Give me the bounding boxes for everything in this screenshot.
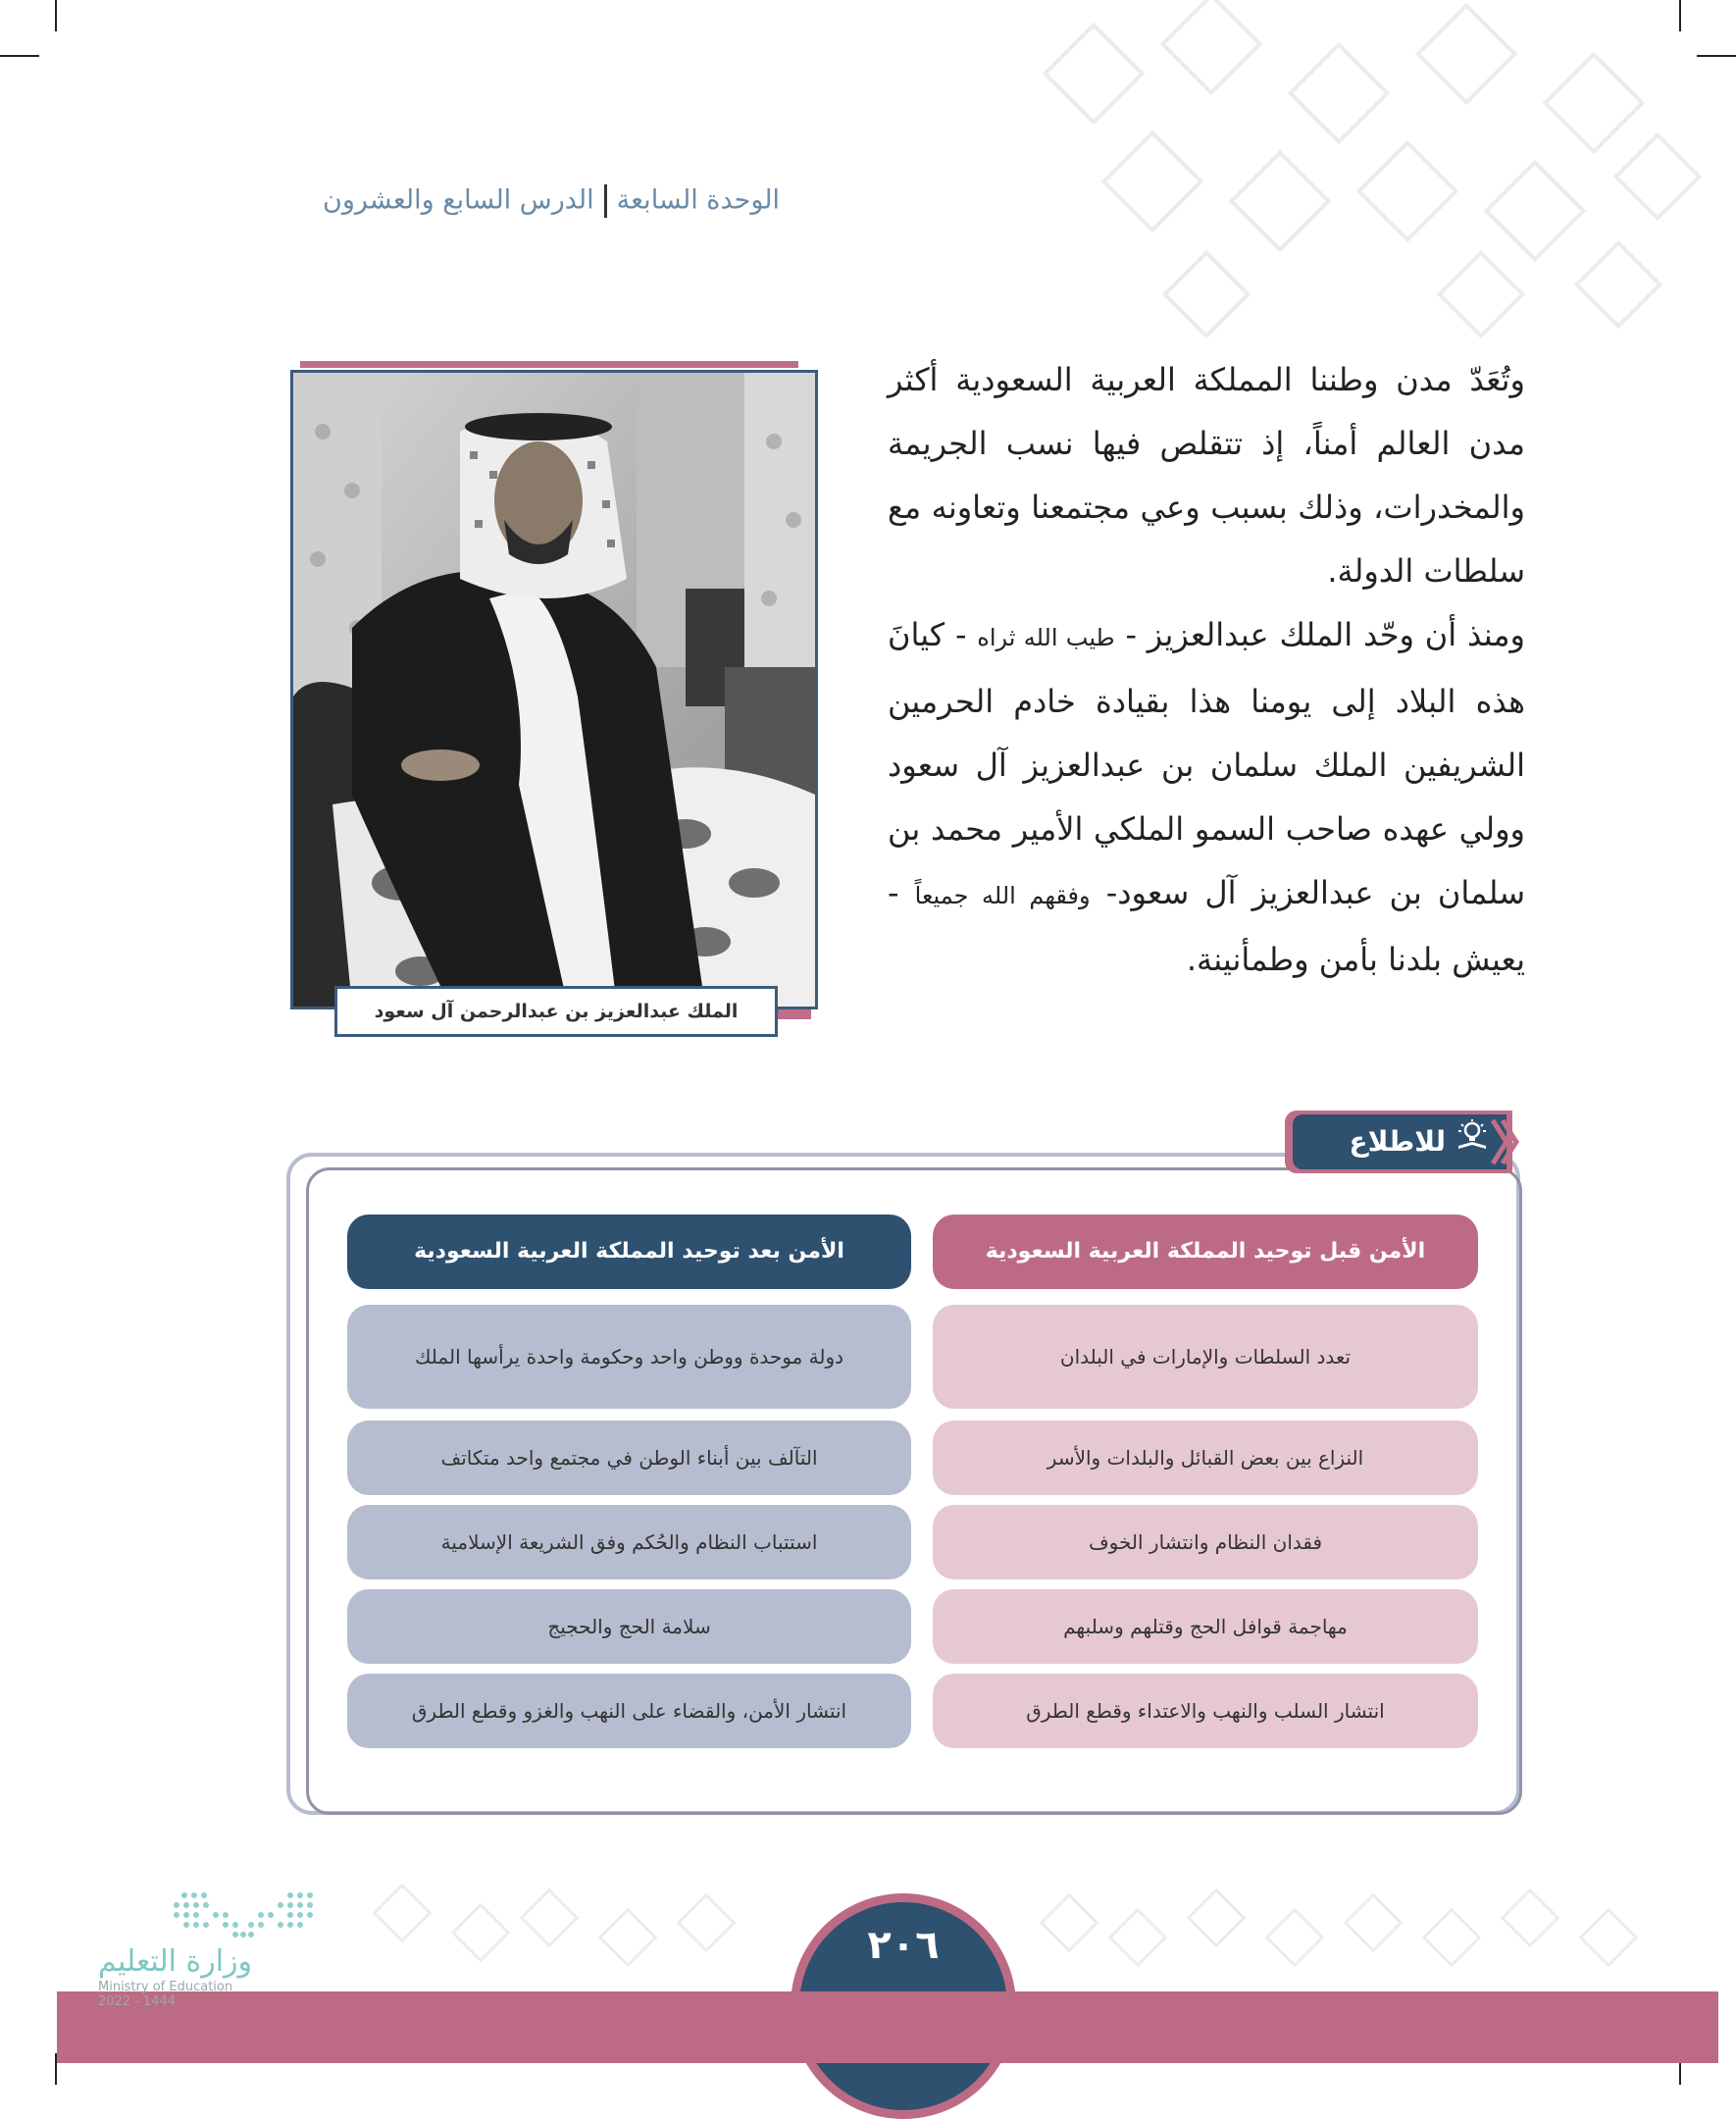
crop-mark xyxy=(1697,55,1736,57)
ministry-name-en xyxy=(98,1980,232,2009)
paragraph-2-part: - كيانَ هذه البلاد إلى يومنا هذا بقيادة خادم الحرمين الشريفين الملك سلمان بن عبدالعزيز آل سعود وولي عهده صاحب السمو الملكي الأمير محمد بن سلمان بن عبدالعزيز آل سعود- xyxy=(888,616,1526,911)
after-item: التآلف بين أبناء الوطن في مجتمع واحد متكاتف xyxy=(347,1421,911,1495)
photo-illustration xyxy=(293,373,815,1007)
ministry-name-en-text: Ministry of Education xyxy=(98,1980,233,1994)
before-item: مهاجمة قوافل الحج وقتلهم وسلبهم xyxy=(933,1589,1478,1664)
unit-title: الوحدة السابعة xyxy=(616,184,780,216)
after-unification-header: الأمن بعد توحيد المملكة العربية السعودية xyxy=(347,1215,911,1289)
header-divider xyxy=(604,184,607,218)
before-item: انتشار السلب والنهب والاعتداء وقطع الطرق xyxy=(933,1674,1478,1748)
paragraph-2 xyxy=(888,603,1525,992)
photo-caption: الملك عبدالعزيز بن عبدالرحمن آل سعود xyxy=(334,986,778,1037)
after-item: انتشار الأمن، والقضاء على النهب والغزو وقطع الطرق xyxy=(347,1674,911,1748)
after-item: دولة موحدة ووطن واحد وحكومة واحدة يرأسها الملك xyxy=(347,1305,911,1409)
section-tab-label: للاطلاع xyxy=(1349,1125,1446,1158)
before-item: تعدد السلطات والإمارات في البلدان xyxy=(933,1305,1478,1409)
page-header xyxy=(323,184,780,218)
king-photo xyxy=(290,370,818,1009)
honorific: وفقهم الله جميعاً xyxy=(914,882,1091,909)
ministry-name: وزارة التعليم xyxy=(98,1944,253,1979)
paragraph-2-part: - يعيش بلدنا بأمن وطمأنينة. xyxy=(888,874,1525,978)
photo-accent-bar xyxy=(300,361,798,368)
lesson-title: الدرس السابع والعشرون xyxy=(323,184,594,216)
footer-bar xyxy=(57,1991,1718,2063)
honorific: طيب الله ثراه xyxy=(977,624,1115,651)
double-chevron-icon xyxy=(1489,1114,1520,1169)
before-unification-header: الأمن قبل توحيد المملكة العربية السعودية xyxy=(933,1215,1478,1289)
lesson-body xyxy=(888,348,1525,992)
paragraph-1: وتُعَدّ مدن وطننا المملكة العربية السعودية أكثر مدن العالم أمناً، إذ تتقلص فيها نسب الجريمة والمخدرات، وذلك بسبب وعي مجتمعنا وتعاونه مع سلطات الدولة. xyxy=(888,361,1525,590)
crop-mark xyxy=(55,0,57,31)
paragraph-2-part: ومنذ أن وحّد الملك عبدالعزيز - xyxy=(1125,616,1525,653)
lightbulb-book-icon xyxy=(1455,1115,1489,1170)
after-item: استتباب النظام والحُكم وفق الشريعة الإسلامية xyxy=(347,1505,911,1579)
edition-year: 2022 - 1444 xyxy=(98,1994,177,2009)
crop-mark xyxy=(0,55,39,57)
section-tab xyxy=(1293,1114,1506,1169)
after-item: سلامة الحج والحجيج xyxy=(347,1589,911,1664)
before-item: النزاع بين بعض القبائل والبلدات والأسر xyxy=(933,1421,1478,1495)
crop-mark xyxy=(1679,0,1681,31)
page-number: ٢٠٦ xyxy=(867,1923,940,1968)
before-item: فقدان النظام وانتشار الخوف xyxy=(933,1505,1478,1579)
